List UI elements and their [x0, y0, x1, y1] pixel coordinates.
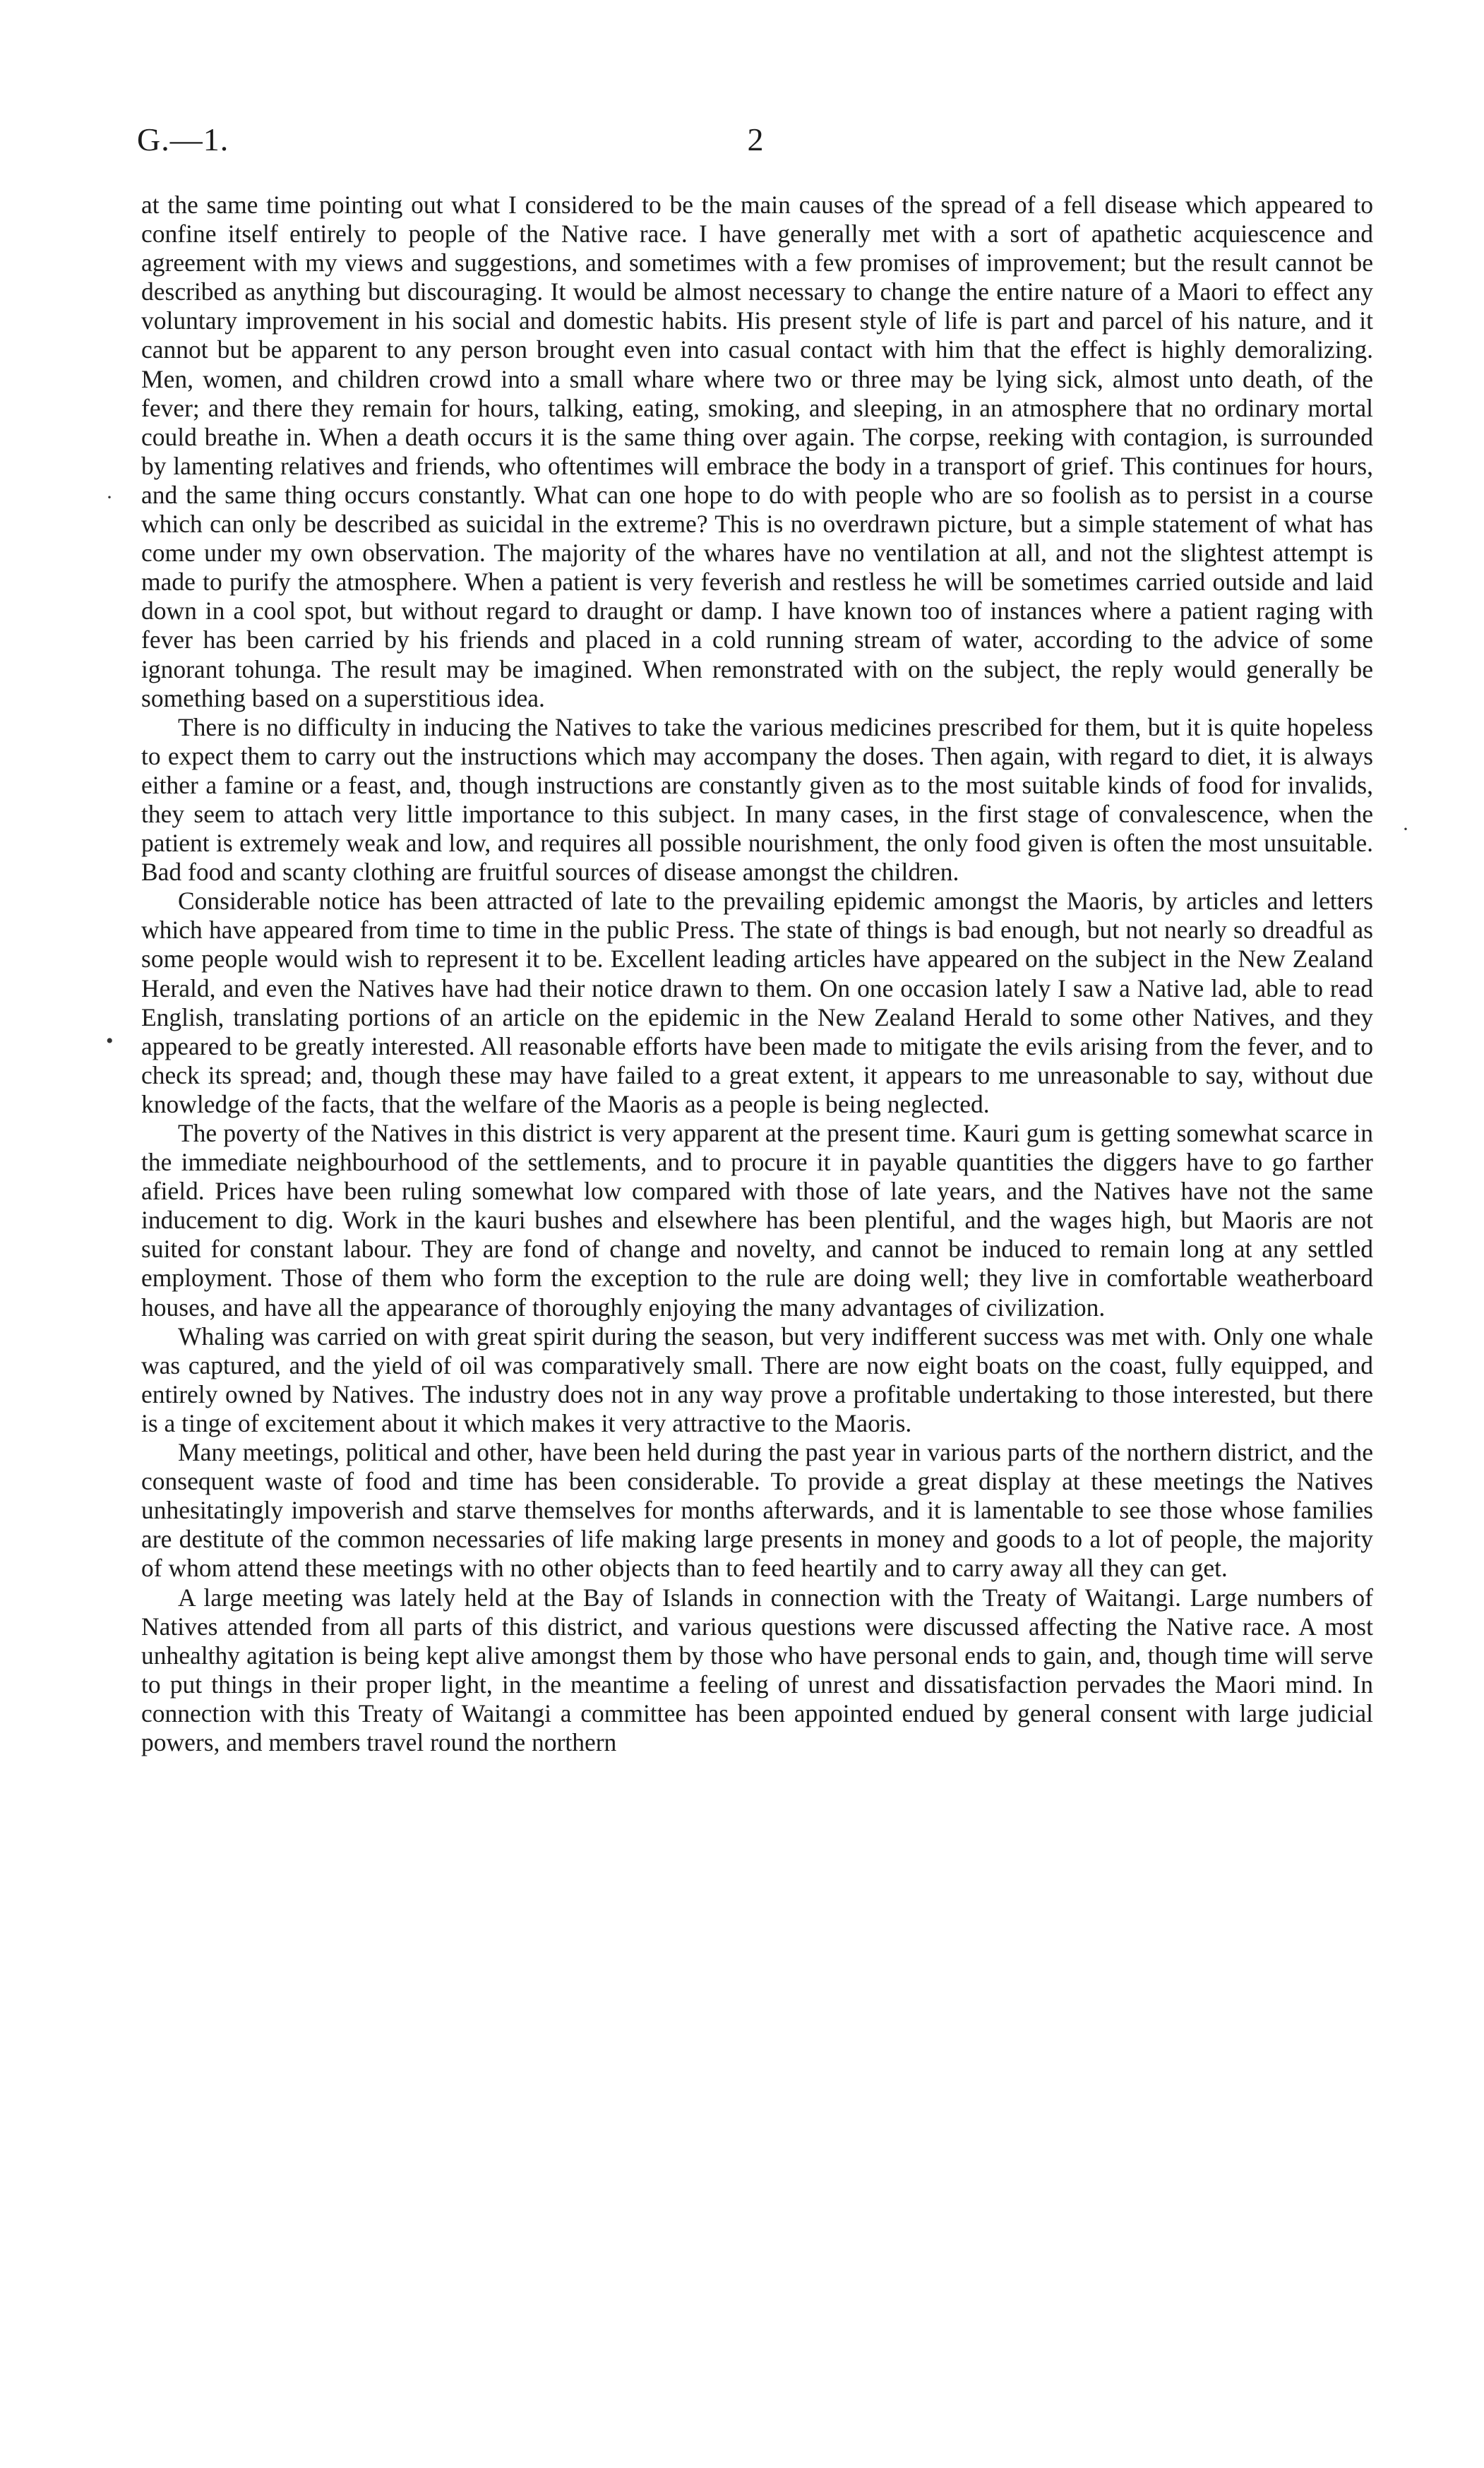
paragraph-medicines-diet: There is no difficulty in inducing the Natives to take the various medicines prescribed for them, but it is quite hopeless to expect them to carry out the instructions which may accompany the doses. Then again, with regard to diet, it is always either a famine or a feast, and, though instructions are constantly given as to the most suitable kinds of food for invalids, they seem to attach very little importance to this subject. In many cases, in the first stage of convalescence, when the patient is extremely weak and low, and requires all possible nourishment, the only food given is often the most unsuitable. Bad food and scanty clothing are fruitful sources of disease amongst the children.	[141, 712, 1373, 887]
paragraph-epidemic-press: Considerable notice has been attracted of late to the prevailing epidemic amongst the Maoris, by articles and letters which have appeared from time to time in the public Press. The state of things is bad enough, but not nearly so dreadful as some people would wish to represent it to be. Excellent leading articles have appeared on the subject in the New Zealand Herald, and even the Natives have had their notice drawn to them. On one occasion lately I saw a Native lad, able to read English, translating portions of an article on the epidemic in the New Zealand Herald to some other Natives, and they appeared to be greatly interested. All reasonable efforts have been made to mitigate the evils arising from the fever, and to check its spread; and, though these may have failed to a great extent, it appears to me unreasonable to say, without due knowledge of the facts, that the welfare of the Maoris as a people is being neglected.	[141, 887, 1373, 1118]
margin-dot-mark: •	[106, 1029, 114, 1053]
paragraph-whare-conditions: at the same time pointing out what I considered to be the main causes of the spread of a fell disease which appeared to confine itself entirely to people of the Native race. I have generally met with a sort of apathetic acquiescence and agreement with my views and suggestions, and sometimes with a few promises of improvement; but the result cannot be described as anything but discouraging. It would be almost necessary to change the entire nature of a Maori to effect any voluntary improvement in his social and domestic habits. His present style of life is part and parcel of his nature, and it cannot but be apparent to any person brought even into casual contact with him that the effect is highly demoralizing. Men, women, and children crowd into a small whare where two or three may be lying sick, almost unto death, of the fever; and there they remain for hours, talking, eating, smoking, and sleeping, in an atmosphere that no ordinary mortal could breathe in. When a death occurs it is the same thing over again. The corpse, reeking with contagion, is surrounded by lamenting relatives and friends, who oftentimes will embrace the body in a transport of grief. This continues for hours, and the same thing occurs constantly. What can one hope to do with people who are so foolish as to persist in a course which can only be described as suicidal in the extreme? This is no overdrawn picture, but a simple statement of what has come under my own observation. The majority of the whares have no ventilation at all, and not the slightest attempt is made to purify the atmosphere. When a patient is very feverish and restless he will be sometimes carried outside and laid down in a cool spot, but without regard to draught or damp. I have known too of instances where a patient raging with fever has been carried by his friends and placed in a cold running stream of water, according to the advice of some ignorant tohunga. The result may be imagined. When remonstrated with on the subject, the reply would generally be something based on a superstitious idea.	[141, 191, 1373, 712]
paragraph-poverty-kauri-gum: The poverty of the Natives in this district is very apparent at the present time. Kauri gum is getting somewhat scarce in the immediate neighbourhood of the settlements, and to procure it in payable quantities the diggers have to go farther afield. Prices have been ruling somewhat low compared with those of late years, and the Natives have not the same inducement to dig. Work in the kauri bushes and elsewhere has been plentiful, and the wages high, but Maoris are not suited for constant labour. They are fond of change and novelty, and cannot be induced to remain long at any settled employment. Those of them who form the exception to the rule are doing well; they live in comfortable weatherboard houses, and have all the appearance of thoroughly enjoying the many advantages of civilization.	[141, 1119, 1373, 1322]
margin-dot-mark: ·	[1402, 817, 1409, 841]
paragraph-treaty-of-waitangi: A large meeting was lately held at the Bay of Islands in connection with the Treaty of Waitangi. Large numbers of Natives attended from all parts of this district, and various questions were discussed affecting the Native race. A most unhealthy agitation is being kept alive amongst them by those who have personal ends to gain, and, though time will serve to put things in their proper light, in the meantime a feeling of unrest and dissatisfaction pervades the Maori mind. In connection with this Treaty of Waitangi a committee has been appointed endued by general consent with large judicial powers, and members travel round the northern	[141, 1583, 1373, 1756]
margin-dot-mark: ·	[106, 486, 113, 509]
paragraph-whaling: Whaling was carried on with great spirit during the season, but very indifferent success was met with. Only one whale was captured, and the yield of oil was comparatively small. There are now eight boats on the coast, fully equipped, and entirely owned by Natives. The industry does not in any way prove a profitable undertaking to those interested, but there is a tinge of excitement about it which makes it very attractive to the Maoris.	[141, 1322, 1373, 1437]
document-reference: G.—1.	[137, 121, 229, 157]
page-number: 2	[747, 121, 764, 157]
page-header	[0, 119, 1484, 168]
paragraph-meetings: Many meetings, political and other, have been held during the past year in various parts of the northern district, and the consequent waste of food and time has been considerable. To provide a great display at these meetings the Natives unhesitatingly impoverish and starve themselves for months afterwards, and it is lamentable to see those whose families are destitute of the common necessaries of life making large presents in money and goods to a lot of people, the majority of whom attend these meetings with no other objects than to feed heartily and to carry away all they can get.	[141, 1438, 1373, 1583]
body-text	[141, 191, 1373, 1757]
